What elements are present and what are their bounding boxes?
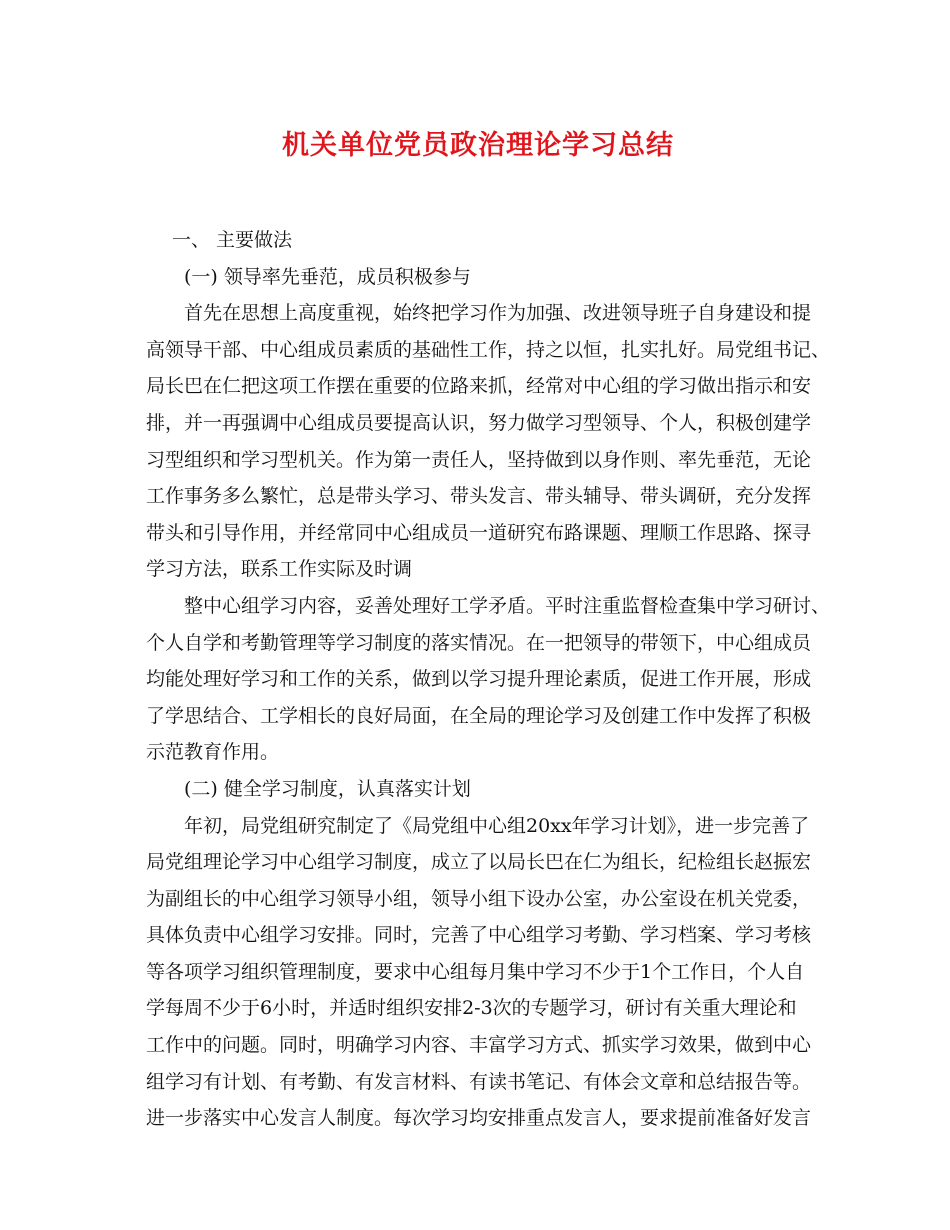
text-line: (二) 健全学习制度，认真落实计划 [184,777,471,800]
text-line: 学习方法，联系工作实际及时调 [146,558,413,581]
text-line: 为副组长的中心组学习领导小组，领导小组下设办公室，办公室设在机关党委， [146,887,812,910]
text-line: 一、 主要做法 [172,229,293,251]
text-line: 学每周不少于6小时，并适时组织安排2-3次的专题学习，研讨有关重大理论和 [146,997,797,1020]
text-line: 均能处理好学习和工作的关系，做到以学习提升理论素质，促进工作开展，形成 [146,668,812,691]
text-line: 进一步落实中心发言人制度。每次学习均安排重点发言人，要求提前准备好发言 [146,1107,812,1130]
document-title: 机关单位党员政治理论学习总结 [282,130,674,161]
text-line: 等各项学习组织管理制度，要求中心组每月集中学习不少于1个工作日，个人自 [146,960,805,983]
text-line: (一) 领导率先垂范，成员积极参与 [184,265,471,288]
text-line: 工作中的问题。同时，明确学习内容、丰富学习方式、抓实学习效果，做到中心 [146,1034,812,1057]
text-line: 整中心组学习内容，妥善处理好工学矛盾。平时注重监督检查集中学习研讨、 [184,594,831,617]
text-line: 组学习有计划、有考勤、有发言材料、有读书笔记、有体会文章和总结报告等。 [146,1070,812,1093]
document-body [146,222,831,1137]
text-line: 局长巴在仁把这项工作摆在重要的位路来抓，经常对中心组的学习做出指示和安 [146,375,812,398]
text-line: 工作事务多么繁忙，总是带头学习、带头发言、带头辅导、带头调研，充分发挥 [146,485,812,508]
text-line: 高领导干部、中心组成员素质的基础性工作，持之以恒，扎实扎好。局党组书记、 [146,338,831,361]
text-line: 具体负责中心组学习安排。同时，完善了中心组学习考勤、学习档案、学习考核 [146,924,812,947]
text-line: 排，并一再强调中心组成员要提高认识，努力做学习型领导、个人，积极创建学 [146,411,812,434]
text-line: 带头和引导作用，并经常同中心组成员一道研究布路课题、理顺工作思路、探寻 [146,521,812,544]
text-line: 个人自学和考勤管理等学习制度的落实情况。在一把领导的带领下，中心组成员 [146,631,812,654]
text-line: 局党组理论学习中心组学习制度，成立了以局长巴在仁为组长，纪检组长赵振宏 [146,851,812,874]
text-line: 首先在思想上高度重视，始终把学习作为加强、改进领导班子自身建设和提 [184,302,812,325]
text-line: 了学思结合、工学相长的良好局面，在全局的理论学习及创建工作中发挥了积极 [146,704,812,727]
text-line: 示范教育作用。 [146,741,280,764]
text-line: 年初，局党组研究制定了《局党组中心组20xx年学习计划》，进一步完善了 [184,814,810,837]
text-line: 习型组织和学习型机关。作为第一责任人，坚持做到以身作则、率先垂范，无论 [146,448,812,471]
